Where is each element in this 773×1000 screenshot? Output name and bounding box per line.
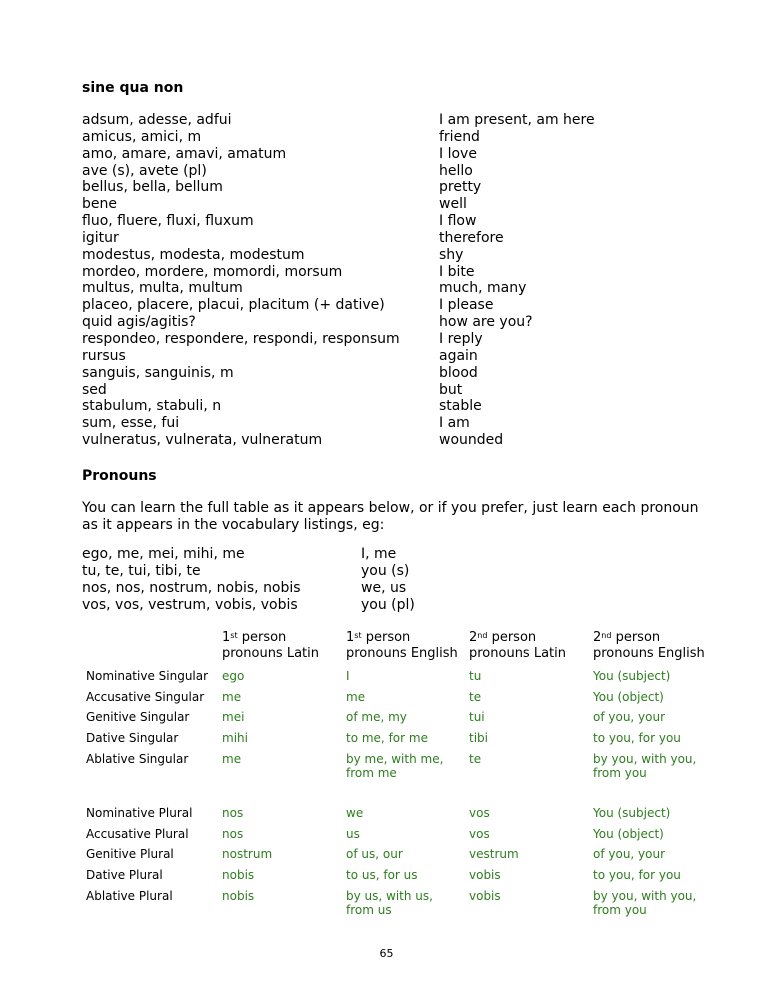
pronouns-section-title: Pronouns <box>82 468 157 484</box>
header-ordinal: nd <box>477 631 488 640</box>
pronoun-example-english: you (s) <box>361 563 410 579</box>
pronoun-example-latin: tu, te, tui, tibi, te <box>82 563 201 579</box>
second-person-english: You (object) <box>593 689 664 704</box>
vocab-english: I love <box>439 145 477 162</box>
first-person-latin: me <box>222 751 242 766</box>
pronoun-example-english: we, us <box>361 580 407 596</box>
table-header-cell <box>346 630 458 662</box>
first-person-latin: me <box>222 689 242 704</box>
vocab-latin: amo, amare, amavi, amatum <box>82 145 287 162</box>
first-person-english: me <box>346 689 366 704</box>
vocab-english: I am present, am here <box>439 112 595 128</box>
first-person-english: to us, for us <box>346 868 418 883</box>
vocab-latin: ave (s), avete (pl) <box>82 162 207 179</box>
second-person-english: of you, your <box>593 847 666 862</box>
vocab-row <box>82 297 722 314</box>
vocab-row <box>82 247 722 264</box>
second-person-latin: vobis <box>469 868 501 883</box>
second-person-english: of you, your <box>593 710 666 725</box>
vocab-latin: sanguis, sanguinis, m <box>82 364 234 381</box>
case-label: Ablative Singular <box>86 751 189 766</box>
vocab-english: I am <box>439 415 470 432</box>
pronoun-table-singular <box>0 669 773 786</box>
first-person-latin: mei <box>222 710 245 725</box>
first-person-english: we <box>346 806 364 820</box>
header-ordinal: nd <box>601 631 612 640</box>
first-person-english: of me, my <box>346 710 407 725</box>
header-line-2: pronouns Latin <box>469 646 566 661</box>
case-label: Dative Plural <box>86 868 163 883</box>
second-person-english: You (subject) <box>593 806 671 820</box>
vocab-latin: sum, esse, fui <box>82 415 180 432</box>
header-word: person <box>361 630 411 645</box>
vocab-row <box>82 230 722 247</box>
table-row <box>0 806 773 827</box>
case-label: Dative Singular <box>86 731 179 746</box>
table-row <box>0 827 773 848</box>
vocab-row <box>82 112 722 129</box>
page-number: 65 <box>379 947 394 960</box>
vocab-row <box>82 179 722 196</box>
first-person-latin: nostrum <box>222 847 273 862</box>
second-person-latin: vos <box>469 806 490 820</box>
vocab-row <box>82 398 722 415</box>
table-row <box>0 847 773 868</box>
vocab-latin: bellus, bella, bellum <box>82 179 223 196</box>
case-label: Genitive Singular <box>86 710 190 725</box>
first-person-latin: nobis <box>222 888 255 903</box>
second-person-english: You (object) <box>593 826 664 841</box>
pronoun-example-latin: ego, me, mei, mihi, me <box>82 546 245 562</box>
table-row <box>0 868 773 889</box>
vocab-latin: placeo, placere, placui, placitum (+ dative) <box>82 297 385 314</box>
vocab-row <box>82 415 722 432</box>
header-word: person <box>237 630 287 645</box>
case-label: Accusative Plural <box>86 826 189 841</box>
vocab-english: stable <box>439 398 482 415</box>
first-person-english: of us, our <box>346 847 403 862</box>
first-person-latin: nos <box>222 806 244 820</box>
vocab-latin: mordeo, mordere, momordi, morsum <box>82 263 343 280</box>
vocab-english: again <box>439 347 478 364</box>
table-header-cell <box>222 630 319 662</box>
vocab-english: friend <box>439 128 480 145</box>
first-person-english: I <box>346 669 350 683</box>
case-label: Accusative Singular <box>86 689 205 704</box>
vocab-row <box>82 213 722 230</box>
case-label: Nominative Singular <box>86 669 209 683</box>
vocab-english: pretty <box>439 179 482 196</box>
vocab-latin: igitur <box>82 229 119 246</box>
vocab-section-title: sine qua non <box>82 80 184 96</box>
header-line-2: pronouns Latin <box>222 646 319 661</box>
pronoun-example-latin: nos, nos, nostrum, nobis, nobis <box>82 580 301 596</box>
vocab-row <box>82 382 722 399</box>
vocab-row <box>82 331 722 348</box>
table-row <box>0 752 773 786</box>
table-row <box>0 690 773 711</box>
first-person-english: to me, for me <box>346 731 428 746</box>
vocab-row <box>82 196 722 213</box>
header-line-1 <box>222 630 319 646</box>
table-header-cell <box>469 630 566 662</box>
pronoun-example-english: you (pl) <box>361 597 415 613</box>
vocab-english: hello <box>439 162 473 179</box>
vocab-latin: rursus <box>82 347 126 364</box>
second-person-latin: vos <box>469 826 490 841</box>
vocab-row <box>82 163 722 180</box>
vocab-latin: modestus, modesta, modestum <box>82 246 305 263</box>
vocab-latin: respondeo, respondere, respondi, responsum <box>82 330 400 347</box>
pronoun-table-plural <box>0 806 773 923</box>
second-person-english: to you, for you <box>593 868 681 883</box>
vocab-english: blood <box>439 364 478 381</box>
vocab-row <box>82 432 722 449</box>
vocab-latin: adsum, adesse, adfui <box>82 112 232 128</box>
first-person-english: us <box>346 826 360 841</box>
vocab-row <box>82 264 722 281</box>
vocab-english: shy <box>439 246 464 263</box>
second-person-latin: tu <box>469 669 482 683</box>
table-header-cell <box>593 630 705 662</box>
header-number: 2 <box>593 630 602 645</box>
second-person-latin: tui <box>469 710 485 725</box>
vocab-row <box>82 365 722 382</box>
vocab-latin: stabulum, stabuli, n <box>82 398 222 415</box>
case-label: Ablative Plural <box>86 888 173 903</box>
header-line-1 <box>593 630 705 646</box>
second-person-latin: te <box>469 689 482 704</box>
table-row <box>0 669 773 690</box>
header-ordinal: st <box>230 631 238 640</box>
case-label: Nominative Plural <box>86 806 193 820</box>
vocab-english: I reply <box>439 330 483 347</box>
header-line-1 <box>346 630 458 646</box>
header-line-1 <box>469 630 566 646</box>
vocab-row <box>82 280 722 297</box>
first-person-latin: nobis <box>222 868 255 883</box>
table-row <box>0 710 773 731</box>
second-person-latin: vestrum <box>469 847 519 862</box>
header-line-2: pronouns English <box>346 646 458 661</box>
vocab-row <box>82 129 722 146</box>
pronoun-example-english: I, me <box>361 546 397 562</box>
header-number: 1 <box>346 630 355 645</box>
second-person-english: You (subject) <box>593 669 671 683</box>
table-row <box>0 731 773 752</box>
first-person-latin: mihi <box>222 731 248 746</box>
case-label: Genitive Plural <box>86 847 174 862</box>
header-number: 1 <box>222 630 231 645</box>
table-row <box>0 889 773 923</box>
vocab-english: how are you? <box>439 314 533 331</box>
vocab-english: I bite <box>439 263 475 280</box>
vocab-english: well <box>439 196 467 213</box>
header-word: person <box>487 630 537 645</box>
vocab-latin: fluo, fluere, fluxi, fluxum <box>82 213 254 230</box>
second-person-latin: vobis <box>469 888 501 903</box>
second-person-latin: tibi <box>469 731 488 746</box>
vocab-english: I flow <box>439 213 477 230</box>
second-person-latin: te <box>469 751 482 766</box>
first-person-english: by me, with me, from me <box>346 751 444 780</box>
vocab-row <box>82 314 722 331</box>
second-person-english: by you, with you, from you <box>593 751 697 780</box>
intro-paragraph: You can learn the full table as it appears below, or if you prefer, just learn each pronoun as it appears in the vocabulary listings, eg: <box>82 500 699 533</box>
vocab-row <box>82 348 722 365</box>
header-ordinal: st <box>354 631 362 640</box>
first-person-english: by us, with us, from us <box>346 888 433 917</box>
second-person-english: to you, for you <box>593 731 681 746</box>
header-word: person <box>611 630 661 645</box>
vocab-latin: bene <box>82 196 117 213</box>
vocab-row <box>82 146 722 163</box>
vocab-list <box>82 112 722 449</box>
pronoun-example-latin: vos, vos, vestrum, vobis, vobis <box>82 597 298 613</box>
vocab-english: wounded <box>439 432 504 449</box>
first-person-latin: ego <box>222 669 245 683</box>
header-number: 2 <box>469 630 478 645</box>
vocab-english: therefore <box>439 229 504 246</box>
vocab-latin: quid agis/agitis? <box>82 314 196 331</box>
vocab-latin: multus, multa, multum <box>82 280 243 297</box>
first-person-latin: nos <box>222 826 244 841</box>
vocab-english: much, many <box>439 280 527 297</box>
second-person-english: by you, with you, from you <box>593 888 697 917</box>
vocab-english: but <box>439 381 463 398</box>
vocab-english: I please <box>439 297 494 314</box>
vocab-latin: amicus, amici, m <box>82 128 202 145</box>
vocab-latin: sed <box>82 381 107 398</box>
header-line-2: pronouns English <box>593 646 705 661</box>
vocab-latin: vulneratus, vulnerata, vulneratum <box>82 432 323 449</box>
